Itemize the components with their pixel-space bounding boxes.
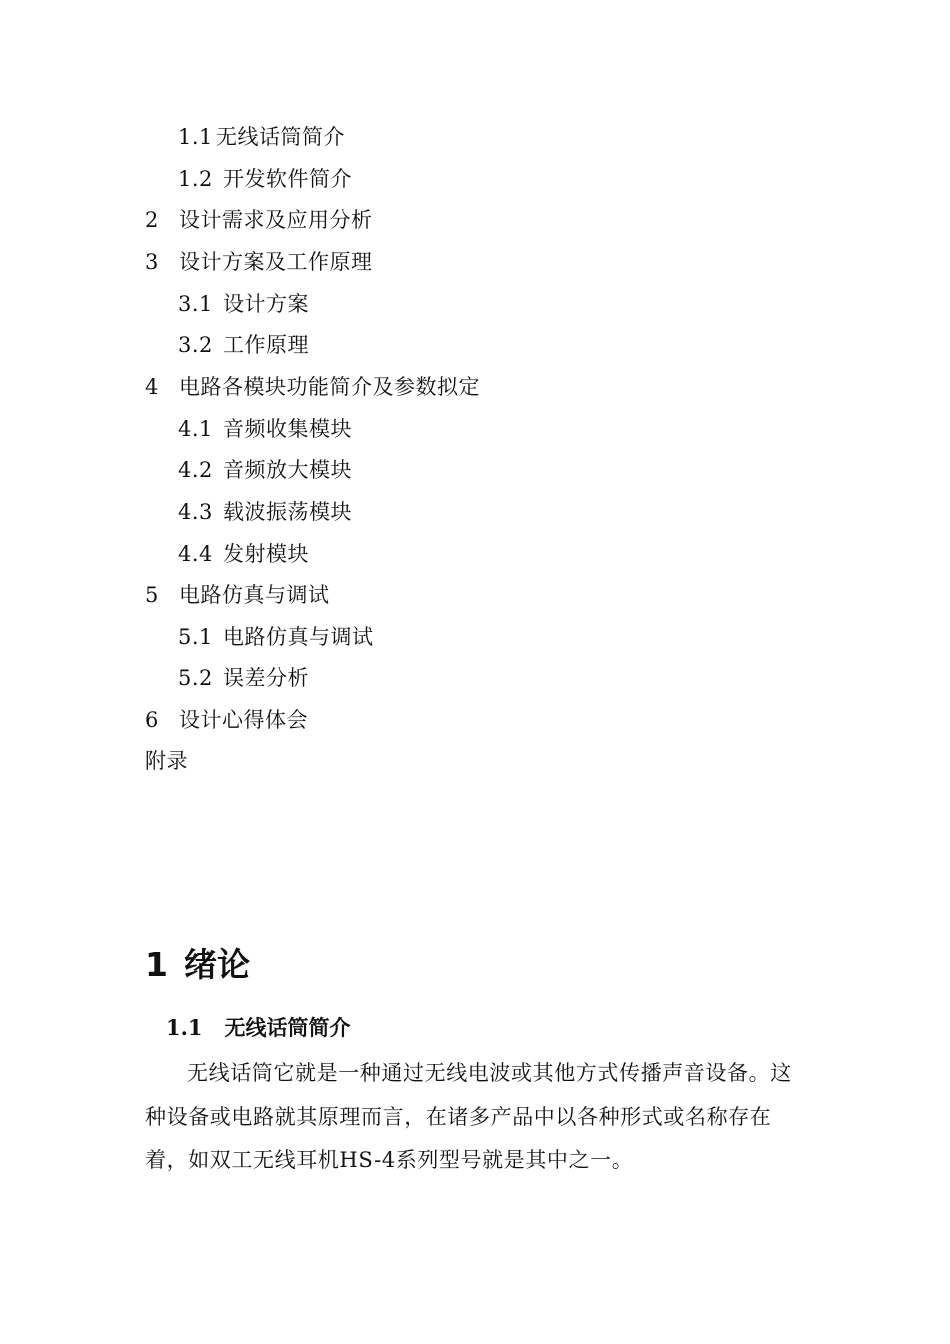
- toc-entry-number: 5.2: [178, 666, 213, 690]
- chapter-heading: [145, 942, 250, 988]
- toc-entry: [178, 623, 374, 651]
- toc-entry-number: 3.2: [178, 333, 213, 357]
- toc-entry-title: 电路仿真与调试: [223, 625, 374, 649]
- toc-entry-title: 无线话筒简介: [216, 125, 345, 149]
- toc-entry: [178, 123, 345, 151]
- toc-entry-title: 误差分析: [223, 666, 309, 690]
- toc-entry-title: 发射模块: [223, 542, 309, 566]
- toc-entry: [178, 664, 309, 692]
- toc-entry-number: 4: [145, 375, 159, 399]
- toc-entry: [145, 706, 308, 734]
- toc-entry: [145, 206, 373, 234]
- toc-entry-title: 开发软件简介: [223, 167, 352, 191]
- section-title: 无线话筒简介: [224, 1015, 351, 1040]
- toc-entry-title: 设计方案: [223, 292, 309, 316]
- toc-entry: [178, 165, 352, 193]
- body-paragraph: 无线话筒它就是一种通过无线电波或其他方式传播声音设备。这种设备或电路就其原理而言，在诸多产品中以各种形式或名称存在着，如双工无线耳机HS-4系列型号就是其中之一。: [145, 1061, 792, 1172]
- toc-entry-number: 3.1: [178, 292, 213, 316]
- section-heading: [166, 1013, 351, 1043]
- chapter-title: 绪论: [183, 945, 250, 984]
- toc-entry-number: 5: [145, 583, 159, 607]
- toc-entry: [145, 248, 373, 276]
- chapter-number: 1: [145, 945, 168, 984]
- toc-entry: [178, 498, 352, 526]
- toc-entry-number: 2: [145, 208, 159, 232]
- toc-entry-title: 音频收集模块: [223, 417, 352, 441]
- toc-entry-number: 5.1: [178, 625, 213, 649]
- toc-entry-title: 设计方案及工作原理: [179, 250, 373, 274]
- toc-entry: [178, 540, 309, 568]
- toc-appendix: 附录: [145, 749, 188, 773]
- toc-entry-title: 电路各模块功能简介及参数拟定: [179, 375, 480, 399]
- toc-entry: [145, 373, 480, 401]
- toc-entry: [178, 331, 309, 359]
- toc-entry-number: 4.3: [178, 500, 213, 524]
- toc-entry-title: 电路仿真与调试: [179, 583, 330, 607]
- toc-entry-number: 4.1: [178, 417, 213, 441]
- toc-entry: [178, 415, 352, 443]
- section-number: 1.1: [166, 1015, 203, 1040]
- toc-entry-number: 1.1: [178, 125, 213, 149]
- toc-entry: [178, 456, 352, 484]
- toc-entry-title: 音频放大模块: [223, 458, 352, 482]
- toc-entry-title: 设计需求及应用分析: [179, 208, 373, 232]
- toc-entry: [178, 290, 309, 318]
- toc-entry-title: 工作原理: [223, 333, 309, 357]
- toc-entry-number: 4.4: [178, 542, 213, 566]
- toc-entry-title: 设计心得体会: [179, 708, 308, 732]
- toc-entry-number: 6: [145, 708, 159, 732]
- toc-entry-title: 载波振荡模块: [223, 500, 352, 524]
- toc-entry-number: 1.2: [178, 167, 213, 191]
- toc-entry: [145, 581, 330, 609]
- toc-entry-number: 4.2: [178, 458, 213, 482]
- toc-entry-number: 3: [145, 250, 159, 274]
